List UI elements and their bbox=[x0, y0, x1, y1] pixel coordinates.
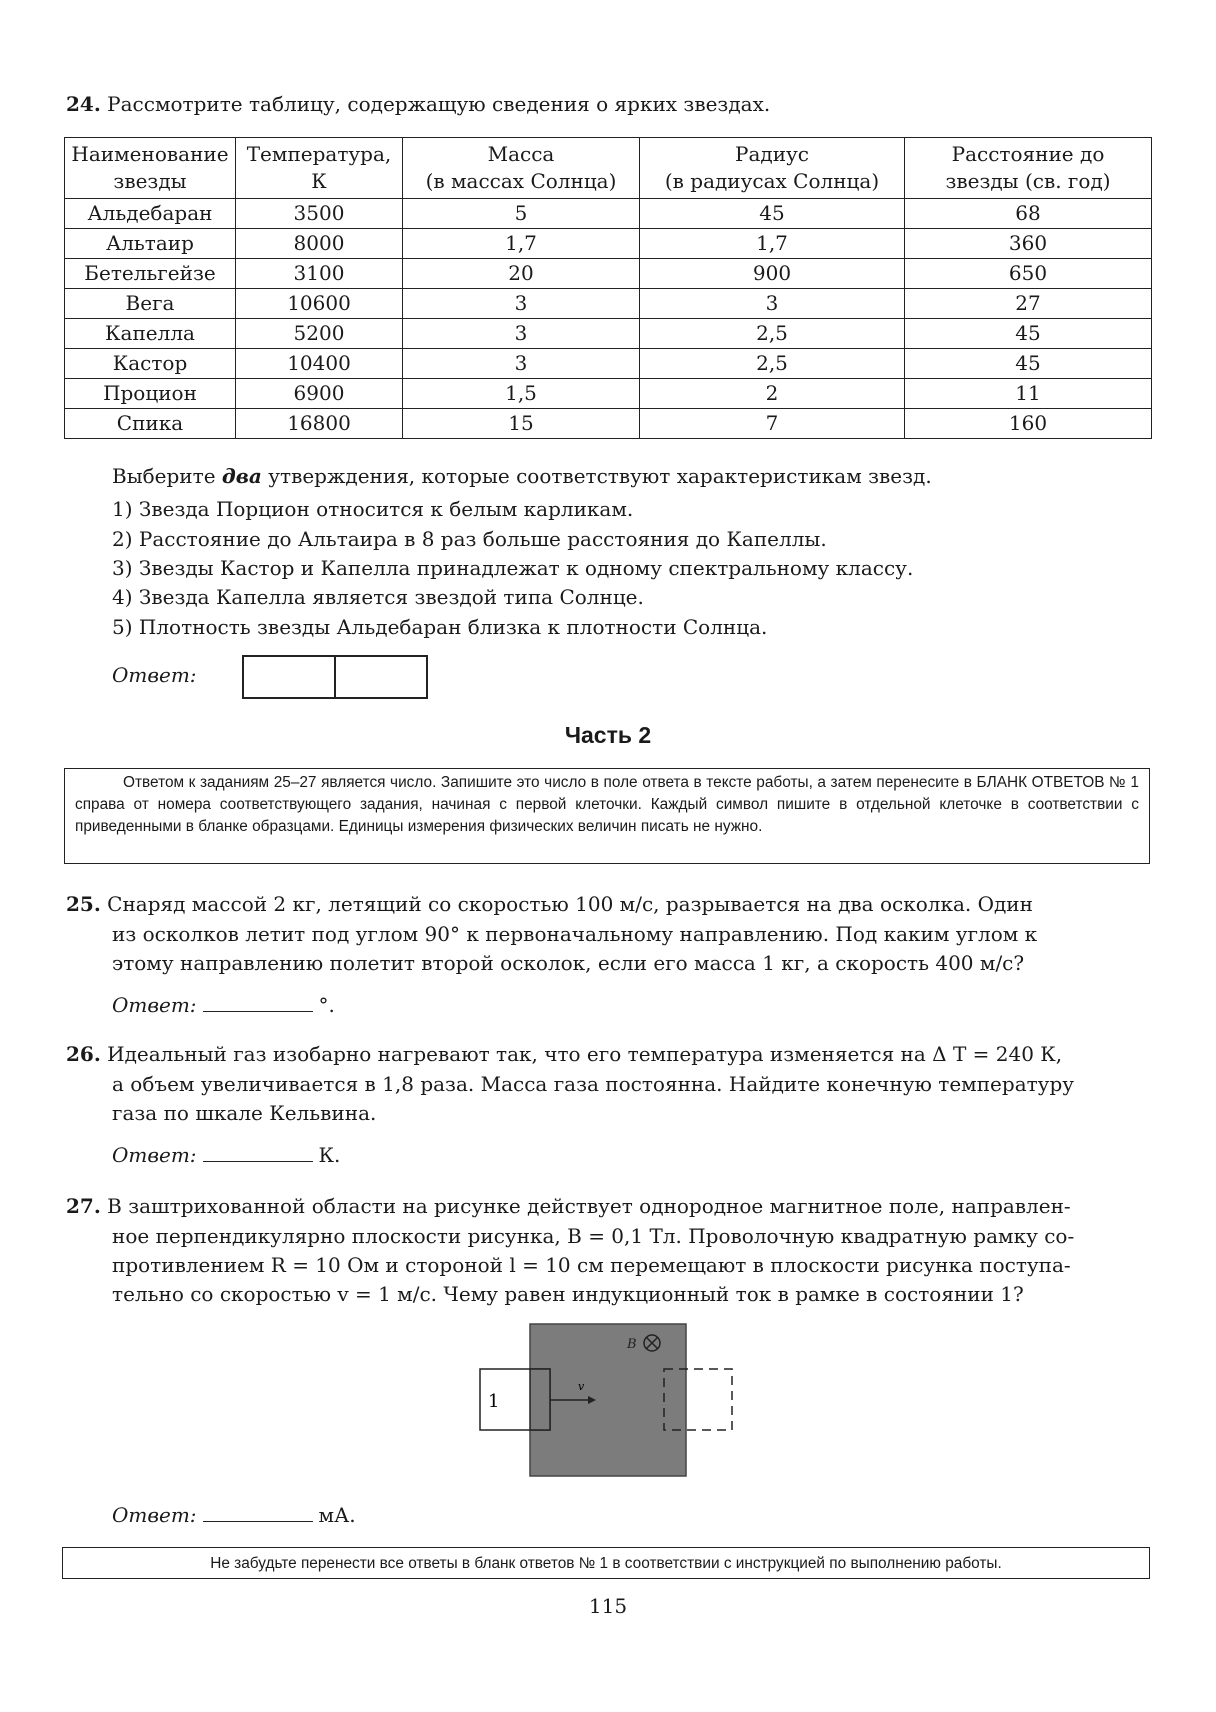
cell-radius: 2 bbox=[640, 379, 905, 409]
cell-mass: 20 bbox=[403, 259, 640, 289]
task-26-line-3: газа по шкале Кельвина. bbox=[112, 1101, 377, 1125]
statement-1: 1) Звезда Порцион относится к белым карликам. bbox=[112, 497, 634, 521]
task-25-answer bbox=[112, 993, 335, 1017]
task-27-line-2: ное перпендикулярно плоскости рисунка, B = 0,1 Тл. Проволочную квадратную рамку со- bbox=[112, 1224, 1075, 1248]
task-25-line-1: 25. Снаряд массой 2 кг, летящий со скоростью 100 м/с, разрывается на два осколка. Один bbox=[66, 892, 1033, 916]
emphasis-two: два bbox=[221, 464, 262, 488]
col-header-distance: Расстояние до звезды (св. год) bbox=[905, 138, 1152, 199]
cell-radius: 2,5 bbox=[640, 349, 905, 379]
cell-star-name: Капелла bbox=[65, 319, 236, 349]
task-26-line-1: 26. Идеальный газ изобарно нагревают так, что его температура изменяется на Δ T = 240 К, bbox=[66, 1042, 1063, 1066]
cell-mass: 5 bbox=[403, 199, 640, 229]
answer-label-27: Ответ: bbox=[112, 1503, 197, 1527]
answer-blank-26[interactable] bbox=[203, 1143, 313, 1162]
task-24-prompt bbox=[66, 92, 770, 116]
task-25-line-3: этому направлению полетит второй осколок, если его масса 1 кг, а скорость 400 м/с? bbox=[112, 951, 1025, 975]
cell-temperature: 8000 bbox=[236, 229, 403, 259]
cell-star-name: Бетельгейзе bbox=[65, 259, 236, 289]
answer-label-24: Ответ: bbox=[112, 663, 197, 687]
page-number: 115 bbox=[588, 1594, 628, 1618]
cell-mass: 3 bbox=[403, 349, 640, 379]
col-header-radius: Радиус (в радиусах Солнца) bbox=[640, 138, 905, 199]
answer-label-26: Ответ: bbox=[112, 1143, 197, 1167]
task-number: 24. bbox=[66, 92, 101, 116]
cell-mass: 1,5 bbox=[403, 379, 640, 409]
answer-box-24[interactable] bbox=[242, 655, 428, 699]
cell-star-name: Процион bbox=[65, 379, 236, 409]
cell-temperature: 3100 bbox=[236, 259, 403, 289]
task-number: 27. bbox=[66, 1194, 101, 1218]
task-26-line-2: а объем увеличивается в 1,8 раза. Масса газа постоянна. Найдите конечную температуру bbox=[112, 1072, 1075, 1096]
task-number: 25. bbox=[66, 892, 101, 916]
task-27-line-3: противлением R = 10 Ом и стороной l = 10 см перемещают в плоскости рисунка поступа- bbox=[112, 1253, 1071, 1277]
table-row bbox=[65, 289, 1152, 319]
cell-star-name: Вега bbox=[65, 289, 236, 319]
cell-radius: 2,5 bbox=[640, 319, 905, 349]
cell-distance: 27 bbox=[905, 289, 1152, 319]
cell-mass: 1,7 bbox=[403, 229, 640, 259]
cell-star-name: Альтаир bbox=[65, 229, 236, 259]
cell-distance: 45 bbox=[905, 319, 1152, 349]
cell-radius: 7 bbox=[640, 409, 905, 439]
answer-cell-1[interactable] bbox=[244, 657, 334, 697]
table-row bbox=[65, 229, 1152, 259]
cell-mass: 3 bbox=[403, 289, 640, 319]
table-row bbox=[65, 319, 1152, 349]
cell-star-name: Спика bbox=[65, 409, 236, 439]
answer-unit-25: °. bbox=[318, 993, 335, 1017]
table-row bbox=[65, 199, 1152, 229]
task-26-answer bbox=[112, 1143, 340, 1167]
answer-cell-2[interactable] bbox=[334, 657, 426, 697]
table-row bbox=[65, 379, 1152, 409]
cell-distance: 45 bbox=[905, 349, 1152, 379]
answer-label-25: Ответ: bbox=[112, 993, 197, 1017]
cell-radius: 45 bbox=[640, 199, 905, 229]
cell-temperature: 6900 bbox=[236, 379, 403, 409]
answer-unit-27: мА. bbox=[318, 1503, 356, 1527]
col-header-mass: Масса (в массах Солнца) bbox=[403, 138, 640, 199]
cell-star-name: Кастор bbox=[65, 349, 236, 379]
statement-5: 5) Плотность звезды Альдебаран близка к плотности Солнца. bbox=[112, 615, 768, 639]
answer-unit-26: К. bbox=[318, 1143, 341, 1167]
stars-table bbox=[64, 137, 1152, 439]
cell-radius: 900 bbox=[640, 259, 905, 289]
answer-blank-27[interactable] bbox=[203, 1503, 313, 1522]
frame-inside-part bbox=[530, 1369, 550, 1430]
task-27-line-4: тельно со скоростью v = 1 м/с. Чему равен индукционный ток в рамке в состоянии 1? bbox=[112, 1282, 1024, 1306]
task-27-line-1: 27. В заштрихованной области на рисунке действует однородное магнитное поле, направлен- bbox=[66, 1194, 1071, 1218]
magnetic-field-figure bbox=[470, 1310, 750, 1480]
frame-label-1: 1 bbox=[488, 1391, 500, 1412]
col-header-temperature: Температура, К bbox=[236, 138, 403, 199]
field-label-b: B bbox=[627, 1337, 637, 1352]
statement-2: 2) Расстояние до Альтаира в 8 раз больше расстояния до Капеллы. bbox=[112, 527, 827, 551]
table-row bbox=[65, 259, 1152, 289]
cell-distance: 11 bbox=[905, 379, 1152, 409]
part-2-title: Часть 2 bbox=[564, 722, 652, 748]
table-header-row bbox=[65, 138, 1152, 199]
cell-distance: 160 bbox=[905, 409, 1152, 439]
cell-distance: 68 bbox=[905, 199, 1152, 229]
cell-radius: 1,7 bbox=[640, 229, 905, 259]
task-prompt-text: Рассмотрите таблицу, содержащую сведения о ярких звездах. bbox=[107, 92, 771, 116]
cell-star-name: Альдебаран bbox=[65, 199, 236, 229]
cell-mass: 3 bbox=[403, 319, 640, 349]
cell-mass: 15 bbox=[403, 409, 640, 439]
cell-temperature: 10600 bbox=[236, 289, 403, 319]
statement-4: 4) Звезда Капелла является звездой типа Солнце. bbox=[112, 585, 644, 609]
cell-distance: 360 bbox=[905, 229, 1152, 259]
velocity-label: v bbox=[578, 1380, 585, 1393]
cell-distance: 650 bbox=[905, 259, 1152, 289]
table-row bbox=[65, 409, 1152, 439]
col-header-name: Наименование звезды bbox=[65, 138, 236, 199]
table-row bbox=[65, 349, 1152, 379]
reminder-box: Не забудьте перенести все ответы в бланк ответов № 1 в соответствии с инструкцией по выполнению работы. bbox=[62, 1547, 1150, 1579]
cell-temperature: 16800 bbox=[236, 409, 403, 439]
part-2-instructions: Ответом к заданиям 25–27 является число. Запишите это число в поле ответа в тексте работы, а затем перенесите в БЛАНК ОТВЕТОВ № 1 справа от номера соответствующего задания, начиная с первой клеточки. Каждый символ пишите в отдельной клеточке в соответствии с приведенными в бланке образцами. Единицы измерения физических величин писать не нужно. bbox=[64, 768, 1150, 864]
task-25-line-2: из осколков летит под углом 90° к первоначальному направлению. Под каким углом к bbox=[112, 922, 1038, 946]
task-27-answer bbox=[112, 1503, 356, 1527]
statement-3: 3) Звезды Кастор и Капелла принадлежат к одному спектральному классу. bbox=[112, 556, 914, 580]
cell-temperature: 10400 bbox=[236, 349, 403, 379]
task-24-instruction: Выберите два утверждения, которые соответствуют характеристикам звезд. bbox=[112, 464, 932, 488]
cell-temperature: 5200 bbox=[236, 319, 403, 349]
task-number: 26. bbox=[66, 1042, 101, 1066]
cell-temperature: 3500 bbox=[236, 199, 403, 229]
answer-blank-25[interactable] bbox=[203, 993, 313, 1012]
cell-radius: 3 bbox=[640, 289, 905, 319]
